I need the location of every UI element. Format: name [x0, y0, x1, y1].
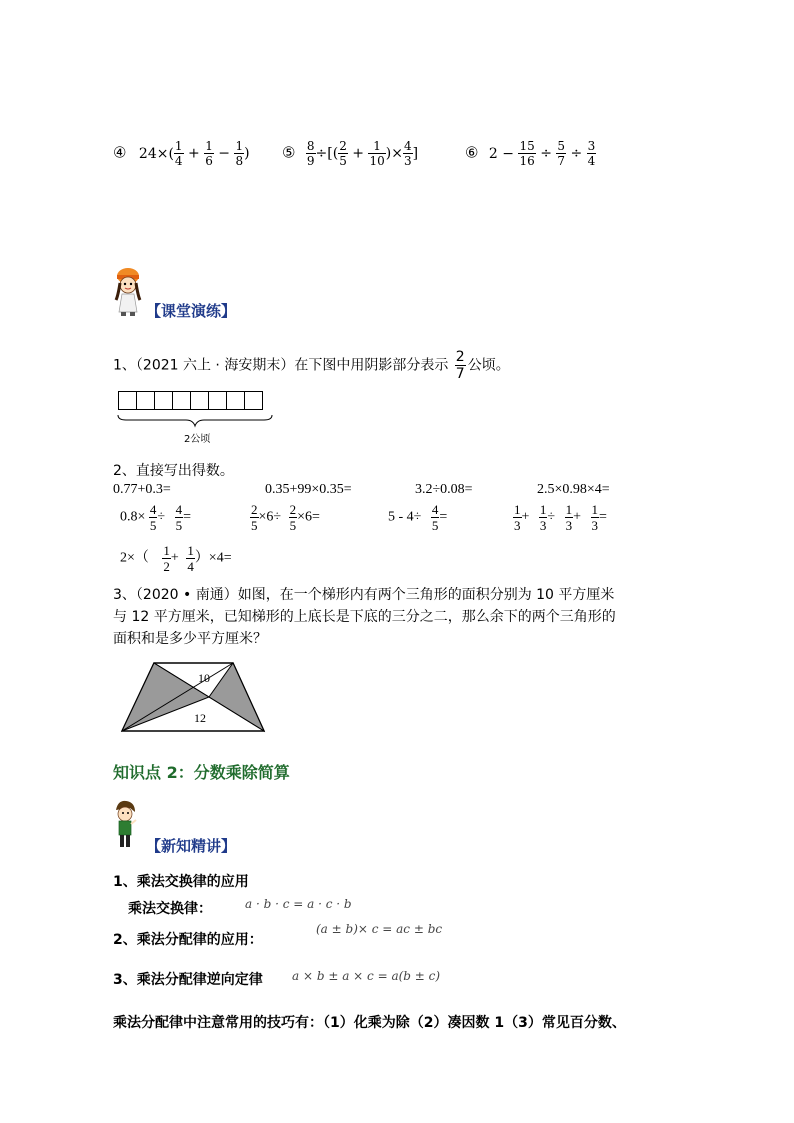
exercise-6: ⑥ 2 − $\frac{15}{16}$ ÷ $\frac{5}{7}$ ÷ $\frac{3}{4}$ [465, 139, 596, 168]
q2-item-6: $\frac{2}{5}$ ×6÷ $\frac{2}{5}$ ×6= [251, 502, 320, 533]
formula-distributive: (a ± b)× c = ac ± bc [316, 922, 443, 936]
q2-item-4: 2.5×0.98×4= [537, 482, 610, 497]
practice-heading: 【课堂演练】 [146, 302, 237, 320]
formula-reverse-distributive: a × b ± a × c = a(b ± c) [292, 969, 441, 983]
question-3-line-3: 面积和是多少平方厘米？ [113, 631, 267, 647]
q2-item-3: 3.2÷0.08= [415, 482, 473, 497]
exercise-number: ⑥ [465, 143, 479, 162]
question-2-title: 2、直接写出得数。 [113, 463, 234, 479]
question-1: 1、（2021 六上 · 海安期末）在下图中用阴影部分表示 $\frac{2}{7}$ 公顷。 [113, 349, 510, 382]
q2-item-9: 2×（ $\frac{1}{2}$ + $\frac{1}{4}$ ）×4= [120, 543, 232, 574]
exercise-number: ⑤ [282, 143, 296, 162]
question-3-line-1: 3、（2020 • 南通）如图，在一个梯形内有两个三角形的面积分别为 10 平方厘米 [113, 587, 615, 603]
trapezoid-diagram [118, 660, 268, 734]
point-1: 1、乘法交换律的应用 [113, 874, 249, 890]
q2-item-8: $\frac{1}{3}$ + $\frac{1}{3}$ ÷ $\frac{1}{3}$ + $\frac{1}{3}$ = [514, 502, 607, 533]
question-3-line-2: 与 12 平方厘米，已知梯形的上底长是下底的三分之二，那么余下的两个三角形的 [113, 609, 616, 625]
girl-mascot-icon [112, 266, 144, 318]
q2-item-5: 0.8× $\frac{4}{5}$ ÷ $\frac{4}{5}$ = [120, 502, 191, 533]
boy-mascot-icon [112, 800, 138, 852]
new-knowledge-heading: 【新知精讲】 [146, 837, 237, 855]
exercise-number: ④ [113, 143, 127, 162]
hectare-grid[interactable] [118, 391, 262, 414]
exercise-5: ⑤ $\frac{8}{9}$ ÷[( $\frac{2}{5}$ + $\frac{1}{10}$ )× $\frac{4}{3}$ ] [282, 139, 419, 168]
q2-item-1: 0.77+0.3= [113, 482, 171, 497]
q2-item-7: 5 - 4÷ $\frac{4}{5}$ = [388, 502, 448, 533]
tips-paragraph: 乘法分配律中注意常用的技巧有：（1）化乘为除（2）凑因数 1（3）常见百分数、 [113, 1015, 626, 1031]
q2-item-2: 0.35+99×0.35= [265, 482, 352, 497]
point-2: 2、乘法分配律的应用： [113, 932, 263, 948]
label-12: 12 [194, 711, 206, 725]
label-10: 10 [198, 671, 210, 685]
knowledge-point-title: 知识点 2：分数乘除简算 [113, 763, 290, 782]
point-3: 3、乘法分配律逆向定律 [113, 972, 263, 988]
brace-label: 2公顷 [184, 434, 211, 445]
exercise-4: ④ 24×( $\frac{1}{4}$ + $\frac{1}{6}$ − $\frac{1}{8}$ ) [113, 139, 250, 168]
formula-commutative: a · b · c = a · c · b [245, 897, 352, 911]
brace-icon [116, 414, 274, 428]
point-1-sub: 乘法交换律： [128, 901, 212, 917]
